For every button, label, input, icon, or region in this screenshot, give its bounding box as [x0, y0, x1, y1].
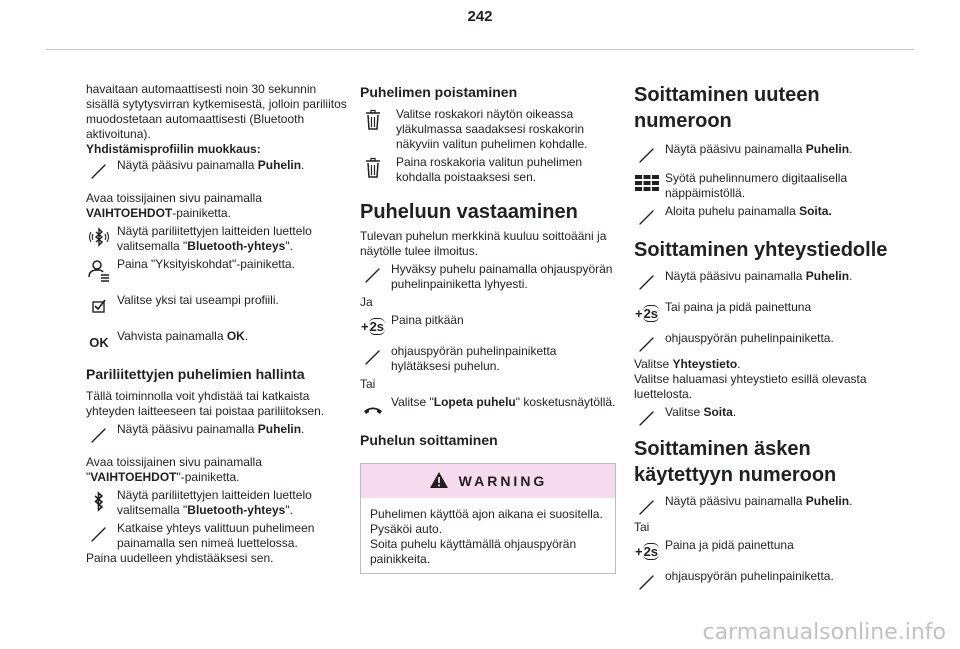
- manage-paired-heading: Pariliitettyjen puhelimien hallinta: [86, 366, 305, 382]
- step-c-show-phone: Näytä pääsivu painamalla Puhelin.: [634, 269, 894, 284]
- touch-icon: [360, 344, 386, 370]
- ok-icon: OK: [89, 334, 109, 350]
- bluetooth-icon: [86, 488, 112, 514]
- select-contact-desc: Valitse haluamasi yhteystieto esillä olevasta luettelosta.: [634, 372, 867, 401]
- step-confirm: OK Vahvista painamalla OK.: [86, 329, 348, 344]
- step-nn-keypad: Syötä puhelinnumero digitaalisella näppäimistöllä.: [634, 171, 894, 201]
- page-number: 242: [467, 8, 493, 25]
- touch-icon: [86, 158, 112, 184]
- warning-box: [360, 463, 616, 574]
- open-secondary-page-text: Avaa toissijainen sivu painamalla VAIHTOEHDOT-painiketta.: [86, 191, 262, 220]
- touch-icon: [634, 494, 660, 520]
- or-text: Tai: [360, 377, 376, 391]
- touch-icon: [634, 204, 660, 230]
- answer-call-text: Tulevan puhelun merkkinä kuuluu soittoääni ja näytölle tulee ilmoitus.: [360, 229, 607, 258]
- warning-triangle-icon: [429, 471, 449, 492]
- or-text-2: Tai: [634, 520, 650, 534]
- column-3: [634, 80, 894, 587]
- manage-paired-text: Tällä toiminnolla voit yhdistää tai katkaista yhteyden laitteeseen tai poistaa pariliitoksen.: [86, 389, 325, 418]
- step-c-wheel-button: ohjauspyörän puhelinpainiketta.: [634, 331, 894, 346]
- step-choose-profiles: Valitse yksi tai useampi profiili.: [86, 293, 348, 308]
- press-2s-icon: + 2s: [360, 318, 385, 334]
- watermark: carmanualsonline.info: [702, 620, 946, 645]
- hangup-icon: [360, 395, 386, 421]
- press-2s-icon: + 2s: [634, 305, 659, 321]
- press-2s-icon: + 2s: [634, 543, 659, 559]
- step-show-phone-page-2: Näytä pääsivu painamalla Puhelin.: [86, 422, 348, 437]
- step-show-phone-page: Näytä pääsivu painamalla Puhelin.: [86, 158, 348, 173]
- touch-icon: [86, 521, 112, 547]
- checkbox-icon: [86, 293, 112, 319]
- reconnect-text: Paina uudelleen yhdistääksesi sen.: [86, 551, 274, 565]
- make-call-heading: Puhelun soittaminen: [360, 432, 498, 448]
- touch-icon: [360, 262, 386, 288]
- step-r-show-phone: Näytä pääsivu painamalla Puhelin.: [634, 494, 894, 509]
- step-r-press-hold: + 2s Paina ja pidä painettuna: [634, 538, 894, 553]
- header-divider: [46, 49, 914, 50]
- step-bluetooth-list-2: Näytä pariliitettyjen laitteiden luettelo valitsemalla "Bluetooth-yhteys".: [86, 488, 348, 518]
- step-nn-call: Aloita puhelu painamalla Soita.: [634, 204, 894, 219]
- step-disconnect: Katkaise yhteys valittuun puhelimeen painamalla sen nimeä luettelossa.: [86, 521, 348, 551]
- step-hangup: Valitse "Lopeta puhelu" kosketusnäytöllä.: [360, 395, 616, 410]
- warning-title: WARNING: [458, 472, 548, 489]
- keypad-icon: [634, 171, 660, 197]
- step-details: Paina "Yksityiskohdat"-painiketta.: [86, 257, 348, 272]
- touch-icon: [634, 569, 660, 595]
- trash-icon: [360, 155, 386, 181]
- step-reject-call: ohjauspyörän puhelinpainiketta hylätäksesi puhelun.: [360, 344, 616, 374]
- step-accept-call: Hyväksy puhelu painamalla ohjauspyörän puhelinpainiketta lyhyesti.: [360, 262, 616, 292]
- touch-icon: [634, 269, 660, 295]
- open-secondary-page-text-2: Avaa toissijainen sivu painamalla "VAIHTOEHDOT"-painiketta.: [86, 455, 262, 484]
- step-c-call: Valitse Soita.: [634, 405, 894, 420]
- contact-call-heading: Soittaminen yhteystiedolle: [634, 239, 888, 261]
- answer-call-heading: Puheluun vastaaminen: [360, 201, 578, 223]
- touch-icon: [634, 142, 660, 168]
- trash-icon: [360, 107, 386, 133]
- step-delete-2: Paina roskakoria valitun puhelimen kohdalla poistaaksesi sen.: [360, 155, 616, 185]
- warning-header: [361, 464, 615, 498]
- recent-number-heading: Soittaminen äsken käytettyyn numeroon: [634, 438, 837, 486]
- step-c-press-hold: + 2s Tai paina ja pidä painettuna: [634, 300, 894, 315]
- bluetooth-wave-icon: [86, 224, 112, 250]
- step-bluetooth-list: Näytä pariliitettyjen laitteiden luettelo valitsemalla "Bluetooth-yhteys".: [86, 224, 348, 254]
- intro-text: havaitaan automaattisesti noin 30 sekunnin sisällä sytytysvirran kytkemisestä, jolloin pariliitos muodostetaan automaattisesti (Bluetooth aktivoituna).: [86, 82, 347, 141]
- column-2: [360, 80, 616, 574]
- profile-details-icon: [86, 257, 112, 283]
- delete-phone-heading: Puhelimen poistaminen: [360, 84, 518, 100]
- step-r-wheel-button: ohjauspyörän puhelinpainiketta.: [634, 569, 894, 584]
- step-delete-1: Valitse roskakori näytön oikeassa yläkulmassa saadaksesi roskakorin näkyviin valitun puhelimen kohdalle.: [360, 107, 616, 152]
- and-text: Ja: [360, 295, 373, 309]
- step-press-long: + 2s Paina pitkään: [360, 313, 616, 328]
- touch-icon: [634, 405, 660, 431]
- new-number-heading: Soittaminen uuteen numeroon: [634, 84, 820, 132]
- step-nn-show-phone: Näytä pääsivu painamalla Puhelin.: [634, 142, 894, 157]
- column-1: [86, 82, 348, 566]
- edit-profile-heading: Yhdistämisprofiilin muokkaus:: [86, 142, 261, 156]
- touch-icon: [634, 331, 660, 357]
- touch-icon: [86, 422, 112, 448]
- select-contact-text: Valitse Yhteystieto.: [634, 357, 741, 371]
- warning-body: Puhelimen käyttöä ajon aikana ei suositella. Pysäköi auto. Soita puhelu käyttämällä ohjauspyörän painikkeita.: [370, 507, 603, 566]
